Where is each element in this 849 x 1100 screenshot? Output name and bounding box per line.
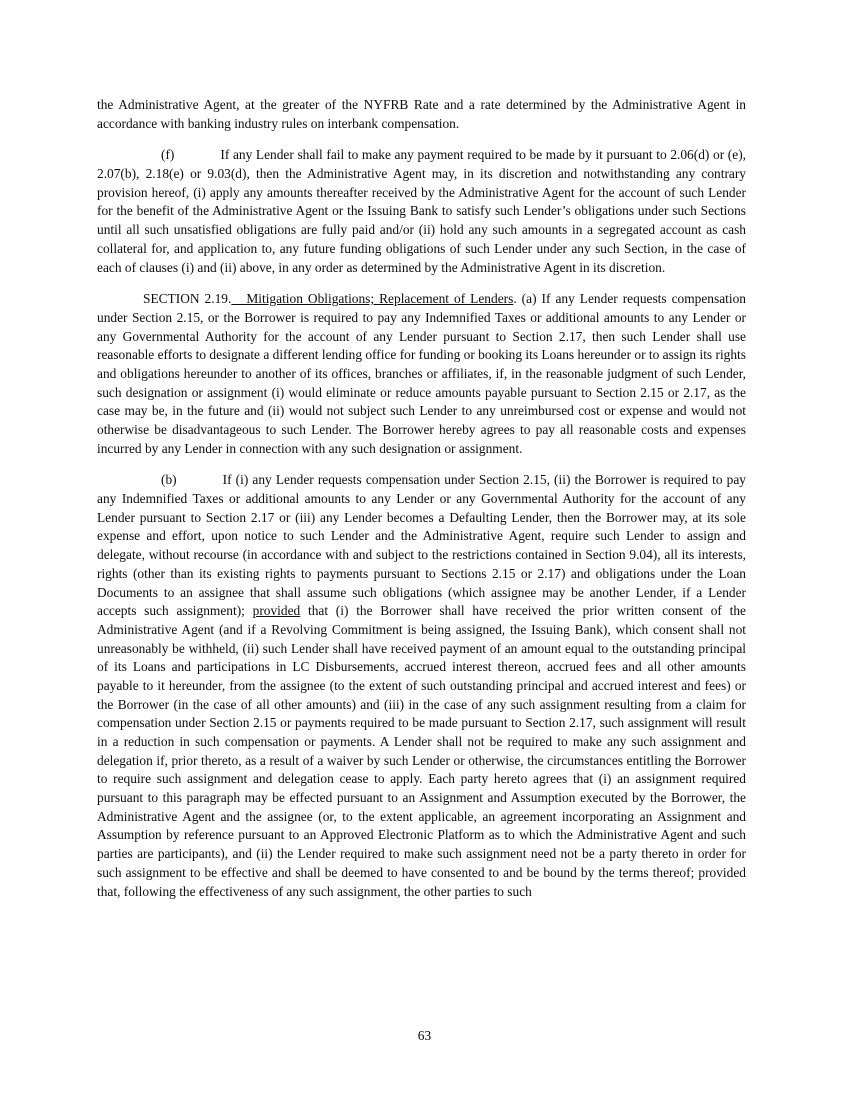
document-body [97,96,746,901]
paragraph-text-after-provided: that (i) the Borrower shall have received the prior written consent of the Administrative Agent (and if a Revolving Commitment is being assigned, the Issuing Bank), which consent shall not unreasonably be withheld, (ii) such Lender shall have received payment of an amount equal to the outstanding principal of its Loans and participations in LC Disbursements, accrued interest thereon, accrued fees and all other amounts payable to it hereunder, from the assignee (to the extent of such outstanding principal and accrued interest and fees) or the Borrower (in the case of all other amounts) and (iii) in the case of any such assignment resulting from a claim for compensation under Section 2.15 or payments required to be made pursuant to Section 2.17, such assignment will result in a reduction in such compensation or payments. A Lender shall not be required to make any such assignment and delegation if, prior thereto, as a result of a waiver by such Lender or otherwise, the circumstances entitling the Borrower to require such assignment and delegation cease to apply. Each party hereto agrees that (i) an assignment required pursuant to this paragraph may be effected pursuant to an Assignment and Assumption executed by the Borrower, the Administrative Agent and the assignee (or, to the extent applicable, an agreement incorporating an Assignment and Assumption by reference pursuant to an Approved Electronic Platform as to which the Administrative Agent and such parties are participants), and (ii) the Lender required to make such assignment need not be a party thereto in order for such assignment to be effective and shall be deemed to have consented to and be bound by the terms thereof; provided that, following the effectiveness of any such assignment, the other parties to such [97,603,746,899]
paragraph-text: . (a) If any Lender requests compensation under Section 2.15, or the Borrower is required to pay any Indemnified Taxes or additional amounts to any Lender or any Governmental Authority for the account of any Lender pursuant to Section 2.17, then such Lender shall use reasonable efforts to designate a different lending office for funding or booking its Loans hereunder or to assign its rights and obligations hereunder to another of its offices, branches or affiliates, if, in the reasonable judgment of such Lender, such designation or assignment (i) would eliminate or reduce amounts payable pursuant to Section 2.15 or 2.17, as the case may be, in the future and (ii) would not subject such Lender to any unreimbursed cost or expense and would not otherwise be disadvantageous to such Lender. The Borrower hereby agrees to pay all reasonable costs and expenses incurred by any Lender in connection with any such designation or assignment. [97,291,746,456]
clause-label-f: (f) [161,147,175,163]
section-heading: Mitigation Obligations; Replacement of Lenders [246,291,514,307]
paragraph-text: If any Lender shall fail to make any payment required to be made by it pursuant to 2.06(d) or (e), 2.07(b), 2.18(e) or 9.03(d), then the Administrative Agent may, in its discretion and notwithstanding any contrary provision hereof, (i) apply any amounts thereafter received by the Administrative Agent for the account of such Lender for the benefit of the Administrative Agent or the Issuing Bank to satisfy such Lender’s obligations under such Sections until all such unsatisfied obligations are fully paid and/or (ii) hold any such amounts in a segregated account as cash collateral for, and application to, any future funding obligations of such Lender under any such Section, in the case of each of clauses (i) and (ii) above, in any order as determined by the Administrative Agent in its discretion. [97,147,746,275]
provided-emphasis: provided [252,603,301,619]
page-number: 63 [417,1028,432,1043]
paragraph-text-before-provided: If (i) any Lender requests compensation under Section 2.15, (ii) the Borrower is required to pay any Indemnified Taxes or additional amounts to any Lender or any Governmental Authority for the account of any Lender pursuant to Section 2.17 or (iii) any Lender becomes a Defaulting Lender, then the Borrower may, at its sole expense and effort, upon notice to such Lender and the Administrative Agent, require such Lender to assign and delegate, without recourse (in accordance with and subject to the restrictions contained in Section 9.04), all its interests, rights (other than its existing rights to payments pursuant to Sections 2.15 or 2.17) and obligations under the Loan Documents to an assignee that shall assume such obligations (which assignee may be another Lender, if a Lender accepts such assignment); [97,472,746,619]
paragraph-clause-b [97,471,746,901]
clause-label-b: (b) [161,472,177,488]
paragraph-clause-f [97,146,746,277]
paragraph-section-2-19 [97,290,746,458]
section-number: SECTION 2.19. [143,291,232,307]
section-gap-underline [231,291,246,306]
paragraph-text: the Administrative Agent, at the greater of the NYFRB Rate and a rate determined by the Administrative Agent in accordance with banking industry rules on interbank compensation. [97,97,746,131]
paragraph-continuation [97,96,746,133]
